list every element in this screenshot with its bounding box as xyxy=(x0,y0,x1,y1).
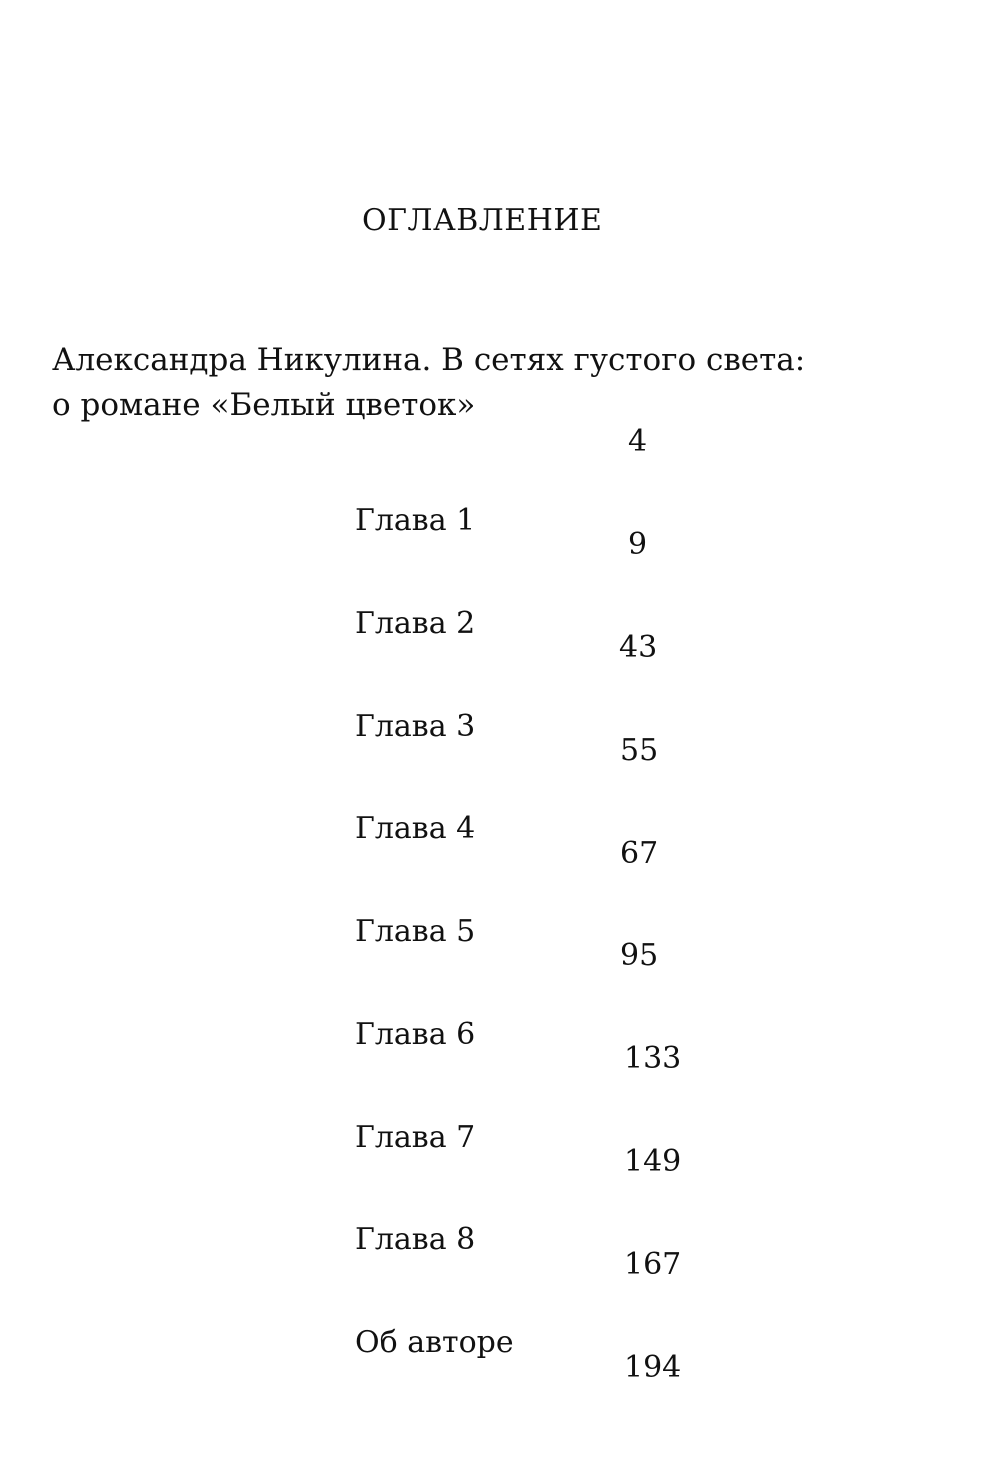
toc-entry-label: Глава 6 xyxy=(355,1017,476,1052)
toc-entry-page-number: 167 xyxy=(624,1247,682,1282)
intro-entry-page-number: 4 xyxy=(628,424,648,459)
toc-entry-page-number: 194 xyxy=(624,1350,682,1385)
toc-entry-page-number: 9 xyxy=(628,527,648,562)
toc-entry-label: Глава 3 xyxy=(355,709,476,744)
toc-entry-page-number: 67 xyxy=(620,836,659,871)
toc-entry-label: Глава 7 xyxy=(355,1120,476,1155)
toc-entry-label: Глава 2 xyxy=(355,606,476,641)
page-title: ОГЛАВЛЕНИЕ xyxy=(362,203,603,238)
toc-entry-label: Глава 5 xyxy=(355,914,476,949)
intro-entry-line-1: Александра Никулина. В сетях густого света: xyxy=(52,342,806,378)
toc-entry-page-number: 133 xyxy=(624,1041,682,1076)
toc-entry-label: Глава 8 xyxy=(355,1222,476,1257)
toc-entry-label: Глава 1 xyxy=(355,503,476,538)
toc-entry-label: Глава 4 xyxy=(355,811,476,846)
intro-entry-line-2: о романе «Белый цветок» xyxy=(52,387,476,423)
toc-entry-page-number: 43 xyxy=(619,630,658,665)
toc-entry-label: Об авторе xyxy=(355,1325,514,1360)
toc-entry-page-number: 55 xyxy=(620,733,659,768)
toc-entry-page-number: 95 xyxy=(620,938,659,973)
toc-entry-page-number: 149 xyxy=(624,1144,682,1179)
